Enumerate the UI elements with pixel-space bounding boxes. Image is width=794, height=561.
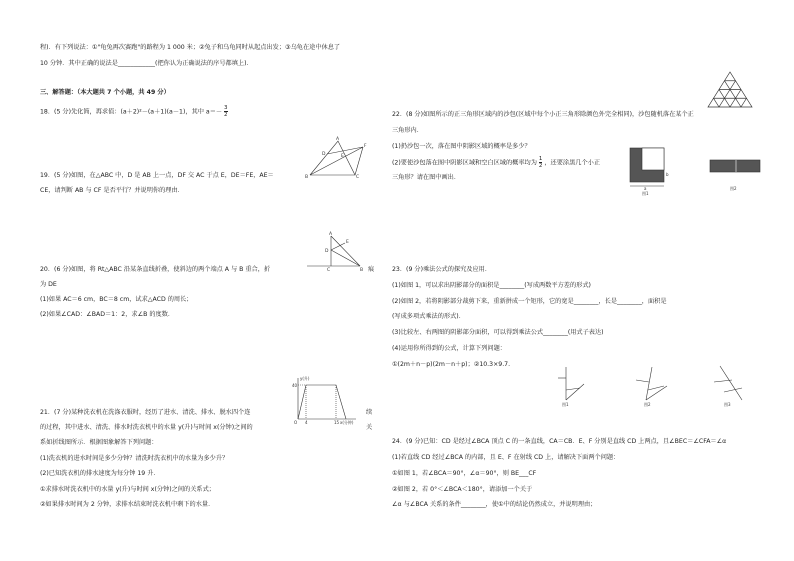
question-21-line2: 的过程，其中进水、清洗、排水时洗衣机中的水量 y(升)与时间 x(分钟)之间的 — [40, 424, 253, 431]
question-23-part4: (4)运用你所得到的公式，计算下列问题： — [392, 345, 506, 352]
question-22-line1: 22．(8 分)如图所示的正三角形区域内的沙包(区域中每个小正三角形除颜色外完全相同)，沙包随机落在某个正 — [392, 111, 694, 118]
fig20-label-d: D — [325, 249, 329, 254]
q18-denominator: 2 — [224, 112, 228, 118]
fig24-caption-3: 图3 — [724, 402, 731, 407]
fig19-label-f: F — [364, 144, 367, 149]
question-22-part1: (1)扔沙包一次，落在图中阴影区域的概率是多少？ — [392, 143, 531, 150]
question-23-part3: (3)比较左、右两图的阴影部分面积，可以得到乘法公式________(用式子表达) — [392, 329, 604, 336]
q22-part2-text: (2)要使沙包落在图中阴影区域和空白区域的概率均为 — [392, 159, 537, 167]
q18-text: 18．(5 分)先化简，再求值：(a＋2)²－(a＋1)(a－1)，其中 a＝－ — [40, 108, 223, 116]
question-23-part2-cont: (写成多项式乘法的形式)． — [392, 313, 465, 320]
fig23-caption-2: 图2 — [730, 186, 737, 191]
figure-22-triangle-grid — [706, 70, 754, 108]
figure-20-folded-triangle — [305, 232, 365, 272]
question-23-part1: (1)如图 1，可以求出阴影部分的面积是________(写成两数平方差的形式) — [392, 282, 591, 289]
figure-21-water-graph — [292, 375, 362, 425]
q22-denominator: 2 — [538, 163, 543, 169]
fig21-xlabel: x(分钟) — [340, 420, 354, 425]
question-20-line1-end: 痕 — [368, 266, 375, 273]
question-22-line4: 三角形？请在图中画出． — [392, 174, 461, 181]
question-19-line1: 19．(5 分)如图，在△ABC 中，D 是 AB 上一点，DF 交 AC 于点 E，DE＝FE，AE＝ — [40, 172, 274, 179]
fig23-caption-1: 图1 — [642, 191, 649, 196]
question-19-line2: CE，请判断 AB 与 CF 是否平行？并说明你的理由． — [40, 187, 184, 194]
fig19-label-a: A — [336, 137, 340, 142]
question-22-part2 — [392, 156, 600, 171]
fig21-x1: 4 — [305, 420, 308, 425]
question-22-line2: 三角形内． — [392, 127, 423, 134]
q18-numerator: 3 — [224, 105, 228, 111]
fig21-origin: O — [294, 420, 298, 425]
fig21-x2: 15 — [334, 420, 340, 425]
fig19-label-c: C — [356, 175, 360, 180]
question-18 — [40, 105, 228, 120]
question-21-line2-end: 关 — [366, 424, 373, 431]
q18-fraction — [224, 105, 228, 118]
question-21-line3: 系如折线图所示．根据图象解答下列问题： — [40, 439, 158, 446]
question-20-line2: 为 DE — [40, 281, 57, 288]
question-21-line1-end: 续 — [366, 409, 373, 416]
figure-23-squares — [628, 146, 768, 196]
question-24-line1: 24．(9 分)已知：CD 是经过∠BCA 顶点 C 的一条直线，CA＝CB．E、F 分别是直线 CD 上两点，且∠BEC＝∠CFA＝∠α — [392, 438, 727, 445]
question-24-part1: (1)若直线 CD 经过∠BCA 的内部，且 E、F 在射线 CD 上，请解决下面两个问题： — [392, 454, 620, 461]
fig19-label-b: B — [305, 175, 309, 180]
fig23-label-a: a — [644, 186, 647, 191]
q22-fraction — [539, 156, 543, 169]
fig19-label-e: E — [341, 154, 344, 159]
question-20-part2: (2)如果∠CAD：∠BAD＝1：2，求∠B 的度数． — [40, 311, 175, 318]
figure-24-three-figures — [552, 362, 752, 407]
question-20-line1: 20．(6 分)如图，将 Rt△ABC 沿某条直线折叠，使斜边的两个端点 A 与 B 重合，折 — [40, 266, 271, 273]
question-24-sub2-cont: ∠α 与∠BCA 关系的条件________，使①中的结论仍然成立，并说明理由； — [392, 501, 597, 508]
question-21-part2-sub1: ①求排水时洗衣机中的水量 y(升)与时间 x(分钟)之间的关系式； — [40, 486, 215, 493]
fig19-label-d: D — [322, 152, 326, 157]
question-21-part2-sub2: ②如果排水时间为 2 分钟，求排水结束时洗衣机中剩下的水量． — [40, 501, 215, 508]
fig21-ylabel: y(升) — [300, 376, 310, 381]
section-heading: 三、解答题：（本大题共 7 个小题，共 49 分） — [40, 89, 170, 96]
fig23-label-b: b — [666, 172, 669, 177]
question-21-line1: 21．(7 分)某种洗衣机在洗涤衣服时，经历了进水、清洗、排水、脱水四个连 — [40, 409, 251, 416]
fig20-label-c: C — [327, 268, 331, 273]
q17-continuation-line1: 程)．有下列说法：①"龟兔再次赛跑"的路程为 1 000 米；②兔子和乌龟同时从起点出发；③乌龟在途中休息了 — [40, 44, 341, 51]
question-20-part1: (1)如果 AC＝6 cm，BC＝8 cm，试求△ACD 的周长； — [40, 296, 193, 303]
fig20-label-e: E — [346, 240, 349, 245]
fig20-label-a: A — [329, 232, 333, 237]
q22-part2-tail: ，还要涂黑几个小正 — [544, 159, 601, 167]
fig24-caption-2: 图2 — [644, 402, 651, 407]
question-23-title: 23．(9 分)乘法公式的探究及应用． — [392, 266, 492, 273]
fig20-label-b: B — [360, 268, 364, 273]
fig21-yvalue: 40 — [292, 383, 298, 388]
question-23-part2: (2)如图 2，若将阴影部分裁剪下来，重新拼成一个矩形，它的宽是________，长是________，面积是 — [392, 298, 667, 305]
question-24-sub1: ①如图 1，若∠BCA＝90°，∠α＝90°，则 BE___CF — [392, 470, 537, 477]
question-21-part2: (2)已知洗衣机的排水速度为每分钟 19 升． — [40, 470, 160, 477]
question-21-part1: (1)洗衣机的进水时间是多少分钟？清洗时洗衣机中的水量为多少升？ — [40, 455, 229, 462]
fig24-caption-1: 图1 — [562, 402, 569, 407]
figure-19-triangle — [305, 137, 365, 179]
question-24-sub2: ②如图 2，若 0°＜∠BCA＜180°，请添加一个关于 — [392, 486, 533, 493]
question-23-part4-items: ①(2m＋n－p)(2m－n＋p)；②10.3×9.7. — [392, 361, 511, 368]
q17-continuation-line2: 10 分钟．其中正确的说法是____________(把你认为正确说法的序号都填上)． — [40, 60, 253, 67]
q22-numerator: 1 — [538, 156, 543, 162]
